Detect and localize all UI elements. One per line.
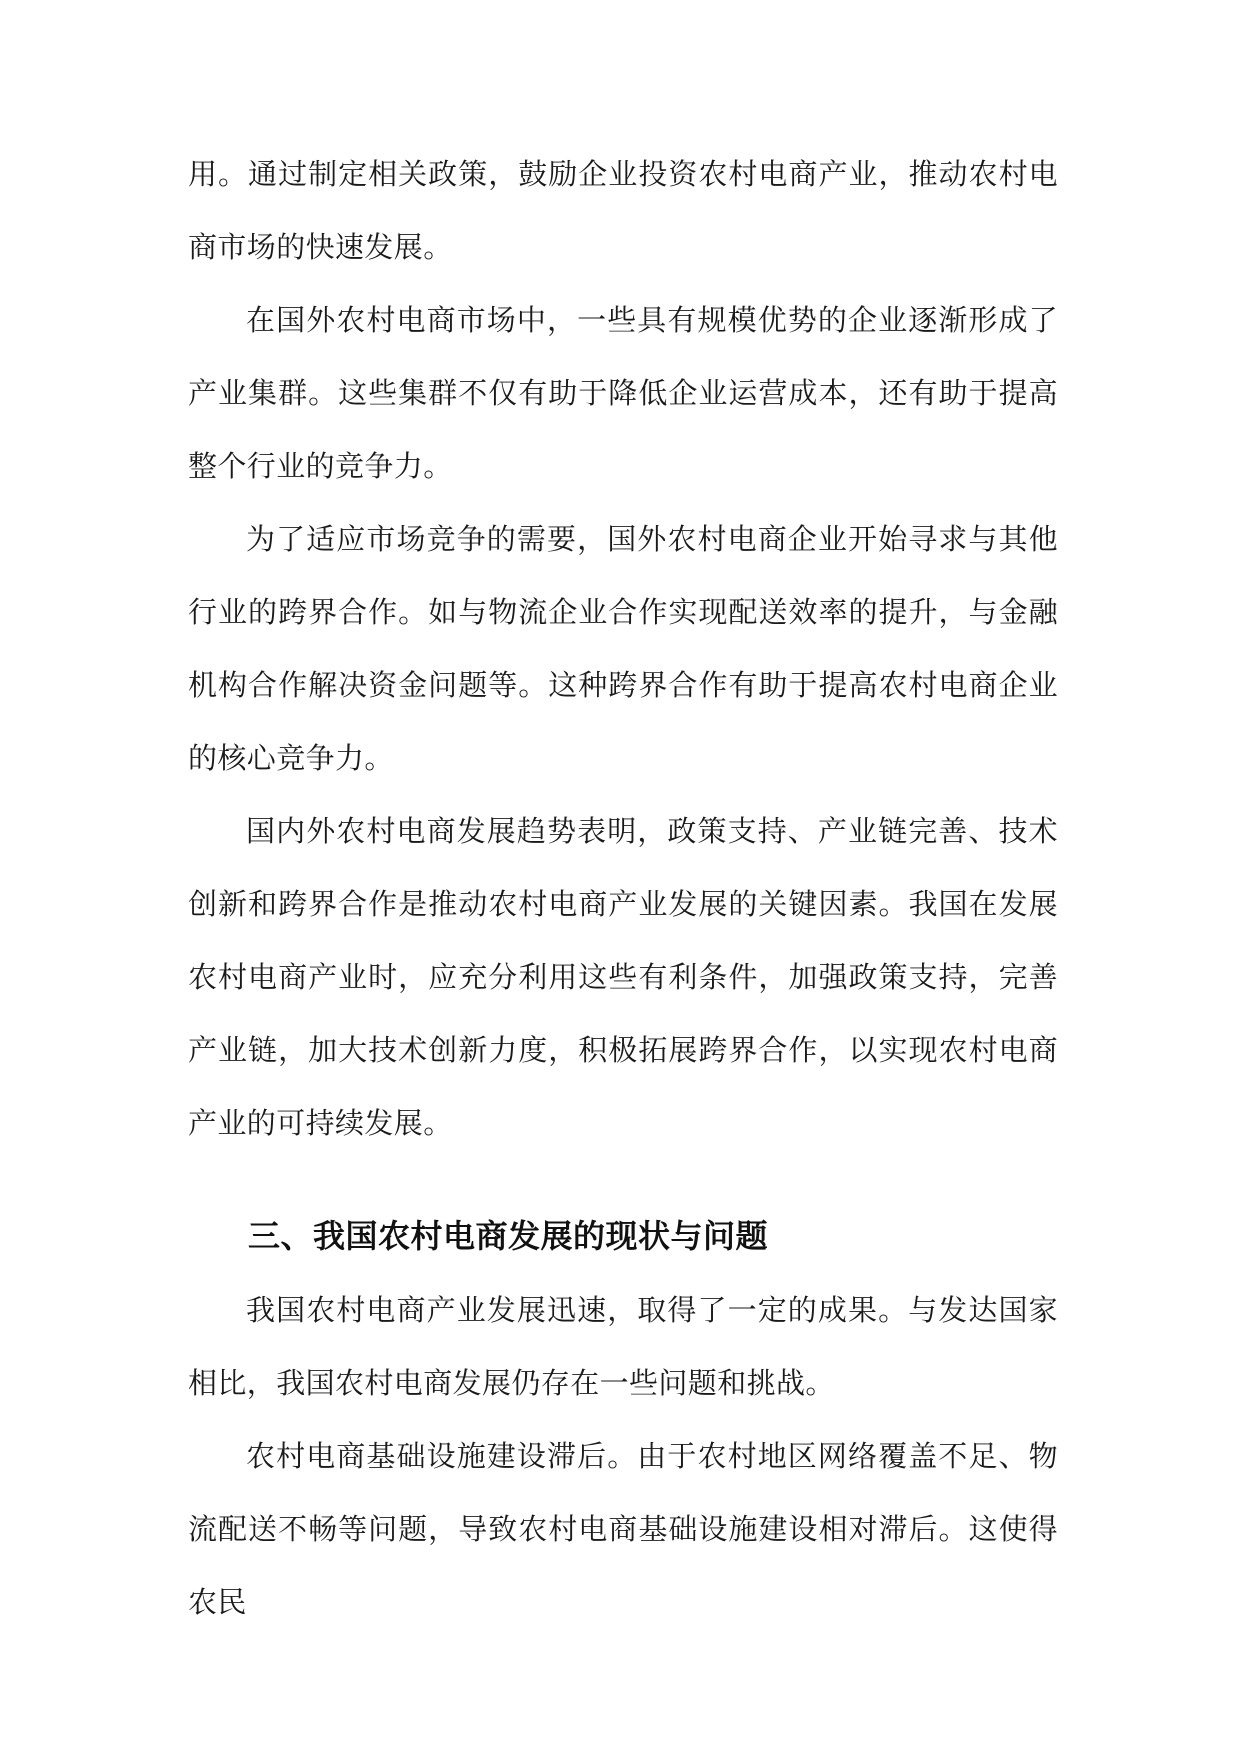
paragraph-infrastructure: 农村电商基础设施建设滞后。由于农村地区网络覆盖不足、物流配送不畅等问题，导致农村电商基础设施建设相对滞后。这使得农民 <box>188 1439 1058 1619</box>
paragraph-cross-industry: 为了适应市场竞争的需要，国外农村电商企业开始寻求与其他行业的跨界合作。如与物流企业合作实现配送效率的提升，与金融机构合作解决资金问题等。这种跨界合作有助于提高农村电商企业的核心竞争力。 <box>188 522 1058 775</box>
paragraph-industry-cluster: 在国外农村电商市场中，一些具有规模优势的企业逐渐形成了产业集群。这些集群不仅有助于降低企业运营成本，还有助于提高整个行业的竞争力。 <box>188 303 1058 483</box>
paragraph-trend-summary: 国内外农村电商发展趋势表明，政策支持、产业链完善、技术创新和跨界合作是推动农村电商产业发展的关键因素。我国在发展农村电商产业时，应充分利用这些有利条件，加强政策支持，完善产业链，加大技术创新力度，积极拓展跨界合作，以实现农村电商产业的可持续发展。 <box>188 814 1058 1140</box>
section-heading: 三、我国农村电商发展的现状与问题 <box>248 1217 769 1255</box>
paragraph-status-overview: 我国农村电商产业发展迅速，取得了一定的成果。与发达国家相比，我国农村电商发展仍存在一些问题和挑战。 <box>188 1293 1058 1400</box>
document-page <box>188 138 1058 1639</box>
paragraph-continued: 用。通过制定相关政策，鼓励企业投资农村电商产业，推动农村电商市场的快速发展。 <box>188 157 1058 264</box>
